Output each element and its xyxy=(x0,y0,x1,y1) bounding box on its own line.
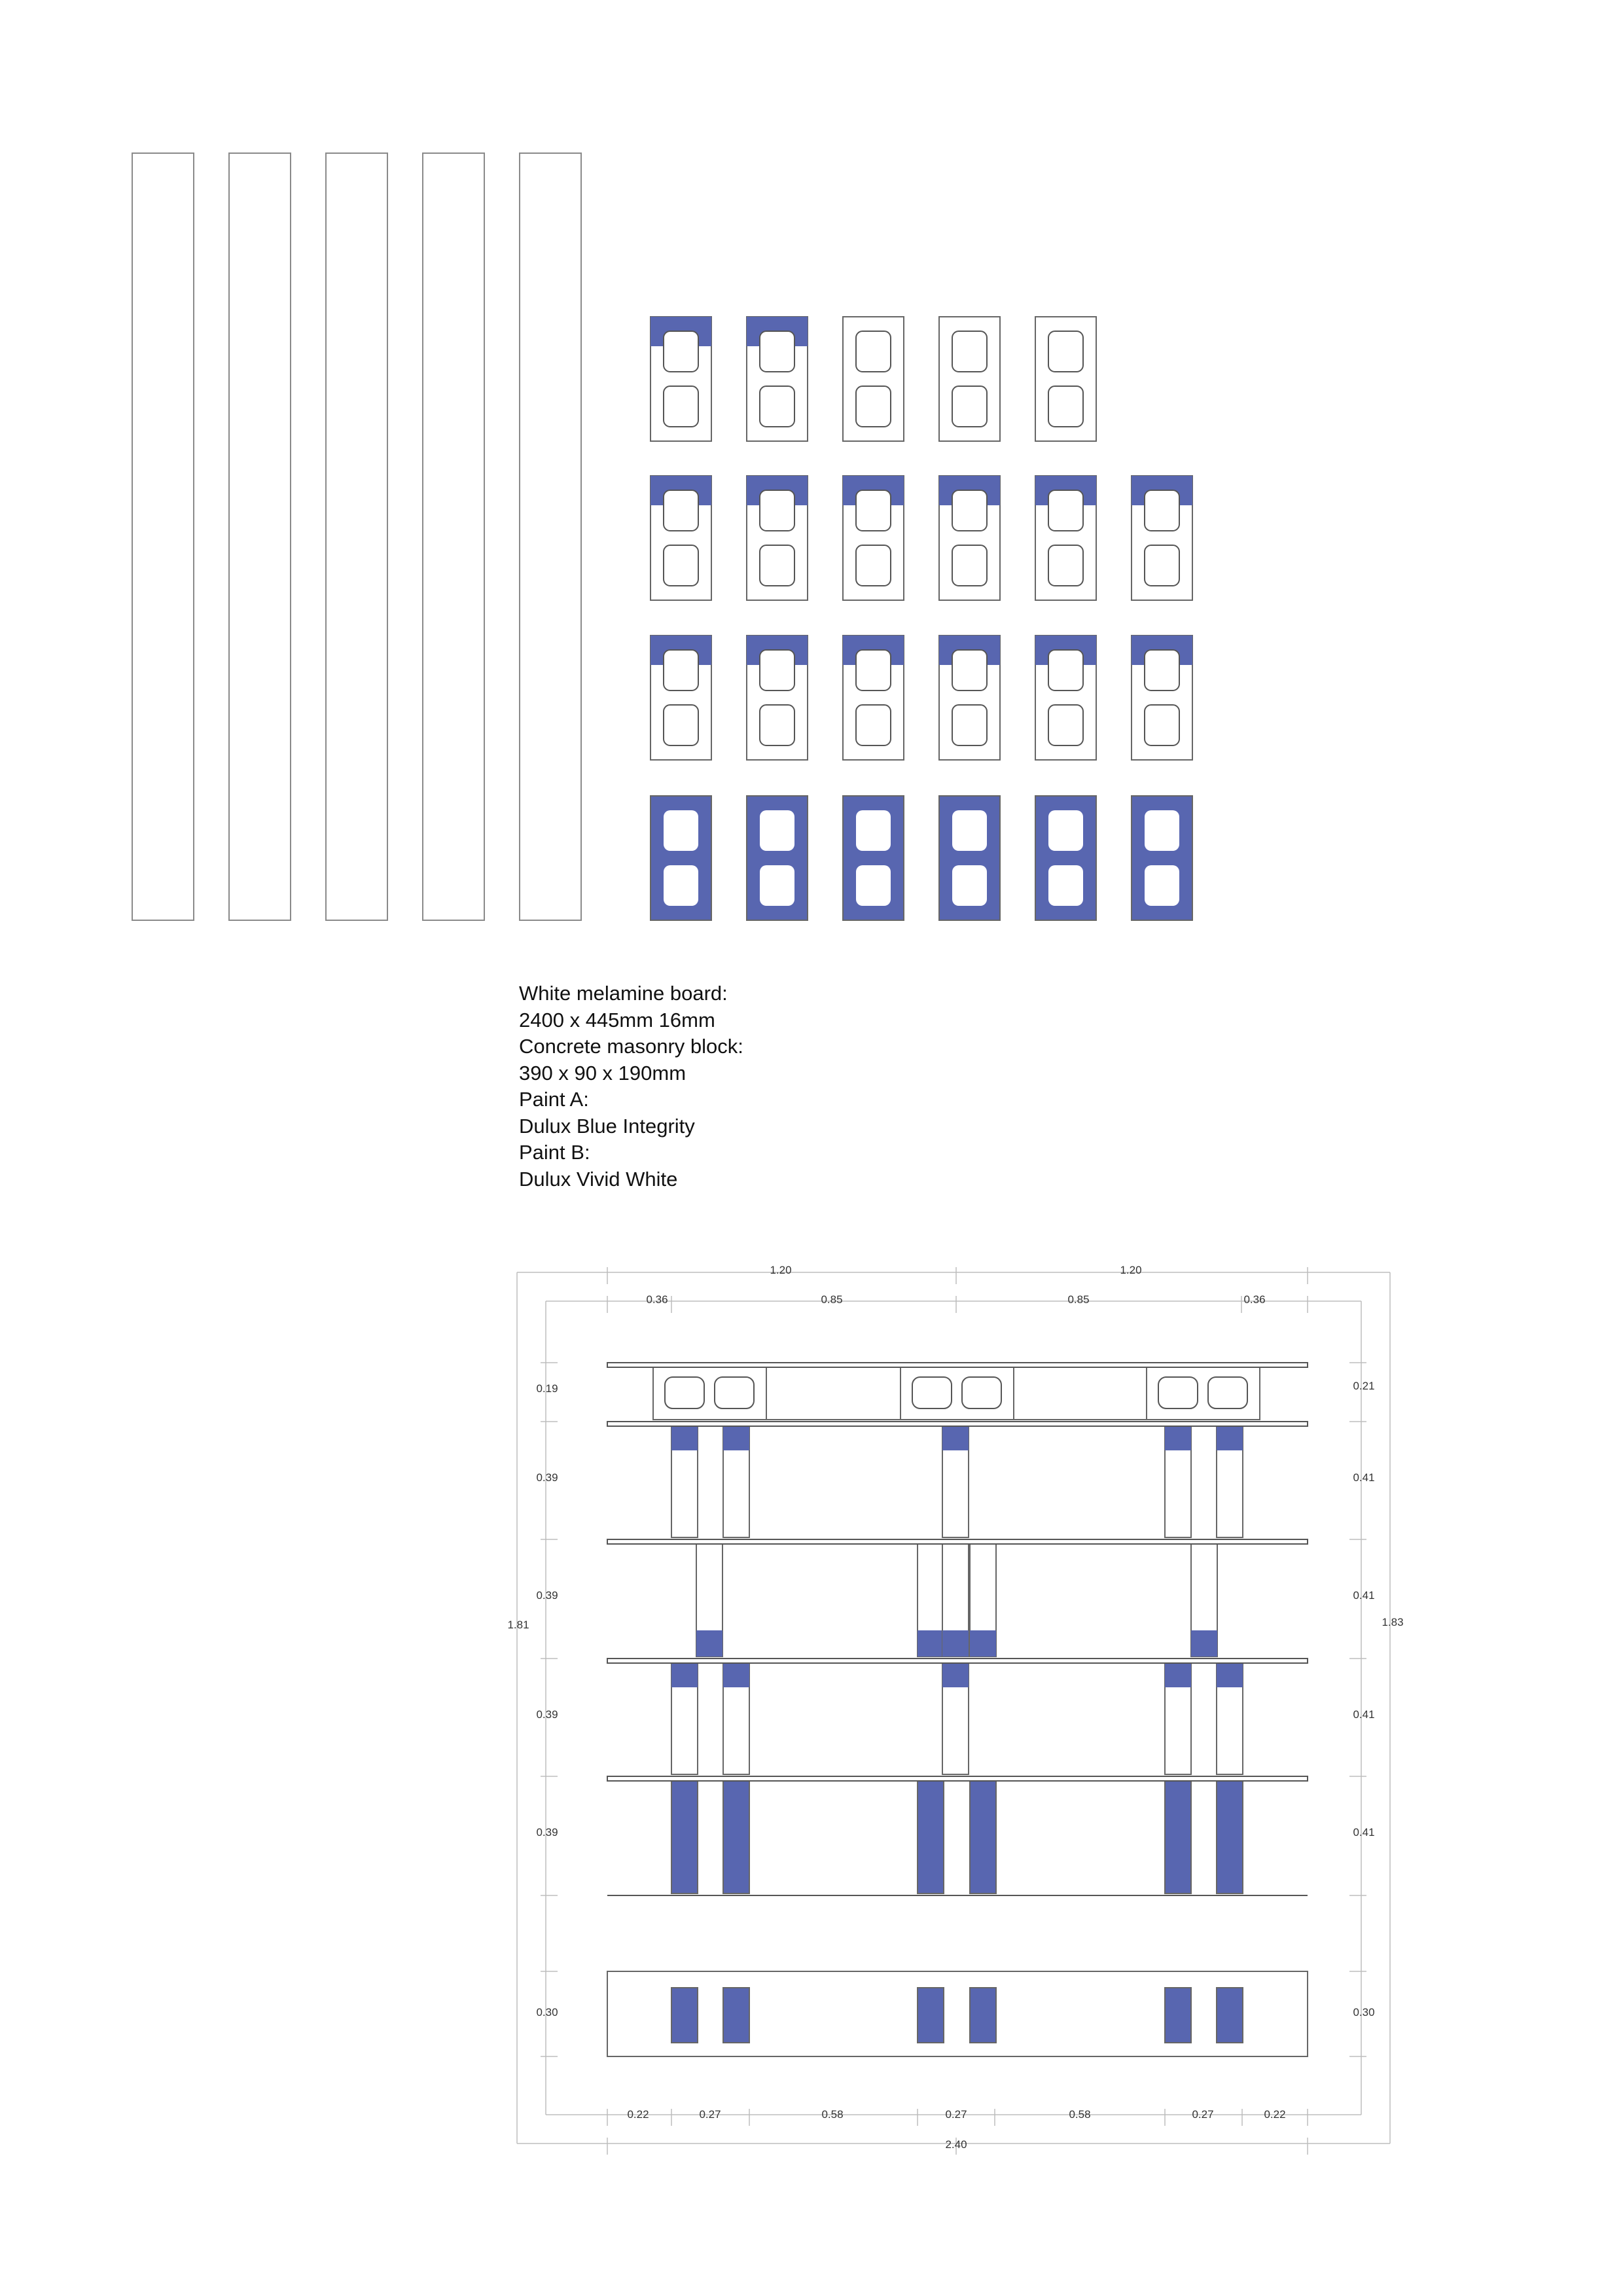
upright-block-paint xyxy=(1217,1661,1243,1687)
upright-block-paint xyxy=(918,1630,944,1657)
block-core-hole xyxy=(1145,545,1179,586)
melamine-board xyxy=(132,153,194,920)
upright-block-paint xyxy=(671,1661,698,1687)
melamine-board xyxy=(520,153,581,920)
block-core-hole xyxy=(952,650,987,691)
block-core-hole xyxy=(1048,386,1083,427)
block-core-hole xyxy=(664,386,698,427)
legend-line: 390 x 90 x 190mm xyxy=(519,1061,687,1085)
block-core-hole xyxy=(952,705,987,745)
plan-view-block xyxy=(1165,1988,1191,2043)
block-core-hole xyxy=(760,650,794,691)
block-core-hole xyxy=(1145,490,1179,531)
block-core-hole xyxy=(856,705,891,745)
top-course-gap xyxy=(1014,1367,1147,1420)
block-core-hole xyxy=(856,650,891,691)
shelf-board xyxy=(607,1776,1308,1781)
dimension-label: 0.39 xyxy=(536,1708,558,1721)
block-core-hole xyxy=(760,705,794,745)
dimension-label: 0.27 xyxy=(945,2108,967,2121)
upright-block-paint xyxy=(1217,1424,1243,1450)
dimension-label: 0.27 xyxy=(699,2108,721,2121)
block-core-hole xyxy=(664,490,698,531)
dimension-label: 0.39 xyxy=(536,1589,558,1602)
dimension-label: 1.20 xyxy=(770,1264,792,1276)
block-core-hole xyxy=(1145,810,1179,851)
block-core-hole xyxy=(1145,650,1179,691)
block-core-hole xyxy=(1145,705,1179,745)
block-core-hole xyxy=(952,865,987,906)
melamine-board xyxy=(423,153,484,920)
upright-block-paint xyxy=(918,1779,944,1893)
block-core-hole xyxy=(760,545,794,586)
dimension-label: 0.41 xyxy=(1353,1826,1375,1839)
dimension-label: 0.36 xyxy=(1243,1293,1266,1306)
dimension-label: 0.85 xyxy=(1067,1293,1090,1306)
plan-view-block xyxy=(1217,1988,1243,2043)
shelf-board xyxy=(607,1539,1308,1544)
legend-line: Concrete masonry block: xyxy=(519,1035,743,1058)
melamine-board xyxy=(229,153,291,920)
block-core-hole xyxy=(856,545,891,586)
melamine-boards xyxy=(132,153,581,920)
shelf-elevation xyxy=(607,1363,1308,2056)
block-core-hole xyxy=(1048,490,1083,531)
block-core-hole xyxy=(952,490,987,531)
block-core-hole xyxy=(664,705,698,745)
block-core-hole xyxy=(1048,810,1083,851)
upright-block-paint xyxy=(723,1661,749,1687)
dimension-label: 0.27 xyxy=(1192,2108,1214,2121)
dimension-label: 0.30 xyxy=(1353,2006,1375,2018)
dimension-label: 0.39 xyxy=(536,1826,558,1839)
dimension-label: 0.30 xyxy=(536,2006,558,2018)
top-course-hole xyxy=(912,1377,952,1408)
upright-block-paint xyxy=(1165,1661,1191,1687)
block-core-hole xyxy=(1145,865,1179,906)
upright-block-paint xyxy=(671,1424,698,1450)
dimension-label: 2.40 xyxy=(945,2138,967,2151)
block-core-hole xyxy=(664,545,698,586)
dimension-label: 0.41 xyxy=(1353,1708,1375,1721)
upright-block-paint xyxy=(1191,1630,1217,1657)
upright-block-paint xyxy=(1165,1779,1191,1893)
materials-legend xyxy=(519,980,743,1193)
block-core-hole xyxy=(760,386,794,427)
dimension-label: 0.39 xyxy=(536,1471,558,1484)
legend-line: Dulux Vivid White xyxy=(519,1167,678,1191)
upright-block-paint xyxy=(723,1424,749,1450)
block-core-hole xyxy=(1048,331,1083,372)
dimension-label: 0.19 xyxy=(536,1382,558,1395)
block-core-hole xyxy=(1048,705,1083,745)
legend-line: Paint A: xyxy=(519,1088,589,1111)
block-core-hole xyxy=(1048,545,1083,586)
top-course-hole xyxy=(665,1377,704,1408)
melamine-board xyxy=(326,153,387,920)
upright-block-paint xyxy=(970,1630,996,1657)
dimension-label: 0.85 xyxy=(821,1293,843,1306)
block-core-hole xyxy=(856,865,891,906)
dimension-label: 1.20 xyxy=(1120,1264,1142,1276)
dimension-label: 0.41 xyxy=(1353,1471,1375,1484)
upright-block-paint xyxy=(1165,1424,1191,1450)
dimension-label: 0.41 xyxy=(1353,1589,1375,1602)
shelf-board xyxy=(607,1363,1308,1367)
block-core-hole xyxy=(952,331,987,372)
top-course-hole xyxy=(962,1377,1001,1408)
top-course-gap xyxy=(766,1367,901,1420)
upright-block-paint xyxy=(1217,1779,1243,1893)
legend-line: Paint B: xyxy=(519,1141,590,1164)
block-core-hole xyxy=(856,386,891,427)
dimension-label: 0.58 xyxy=(1069,2108,1091,2121)
block-core-hole xyxy=(856,331,891,372)
block-core-hole xyxy=(952,545,987,586)
block-core-hole xyxy=(1048,650,1083,691)
block-core-hole xyxy=(664,331,698,372)
dimension-label: 1.83 xyxy=(1382,1616,1404,1628)
dimension-label: 0.21 xyxy=(1353,1380,1375,1392)
top-course-hole xyxy=(715,1377,754,1408)
masonry-blocks xyxy=(651,317,1192,920)
block-core-hole xyxy=(760,490,794,531)
block-core-hole xyxy=(952,810,987,851)
top-course-hole xyxy=(1208,1377,1247,1408)
block-core-hole xyxy=(856,490,891,531)
plan-view-block xyxy=(671,1988,698,2043)
upright-block-paint xyxy=(942,1424,969,1450)
dimension-label: 1.81 xyxy=(507,1619,529,1631)
shelf-board xyxy=(607,1422,1308,1426)
block-core-hole xyxy=(760,810,794,851)
upright-block-paint xyxy=(970,1779,996,1893)
legend-line: 2400 x 445mm 16mm xyxy=(519,1008,715,1031)
shelf-board xyxy=(607,1659,1308,1663)
block-core-hole xyxy=(760,331,794,372)
legend-line: Dulux Blue Integrity xyxy=(519,1114,695,1138)
block-core-hole xyxy=(664,650,698,691)
block-core-hole xyxy=(760,865,794,906)
upright-block-paint xyxy=(942,1630,969,1657)
block-core-hole xyxy=(1048,865,1083,906)
block-core-hole xyxy=(664,810,698,851)
dimension-label: 0.58 xyxy=(821,2108,844,2121)
dimension-label: 0.22 xyxy=(1264,2108,1286,2121)
plan-view-block xyxy=(918,1988,944,2043)
upright-block-paint xyxy=(942,1661,969,1687)
top-course-hole xyxy=(1158,1377,1198,1408)
upright-block-paint xyxy=(723,1779,749,1893)
block-core-hole xyxy=(952,386,987,427)
plan-view-board xyxy=(607,1971,1308,2056)
upright-block-paint xyxy=(696,1630,722,1657)
legend-line: White melamine board: xyxy=(519,982,728,1005)
dimension-label: 0.36 xyxy=(646,1293,668,1306)
plan-view-block xyxy=(970,1988,996,2043)
plan-view-block xyxy=(723,1988,749,2043)
upright-block-paint xyxy=(671,1779,698,1893)
block-core-hole xyxy=(664,865,698,906)
block-core-hole xyxy=(856,810,891,851)
dimension-label: 0.22 xyxy=(627,2108,649,2121)
